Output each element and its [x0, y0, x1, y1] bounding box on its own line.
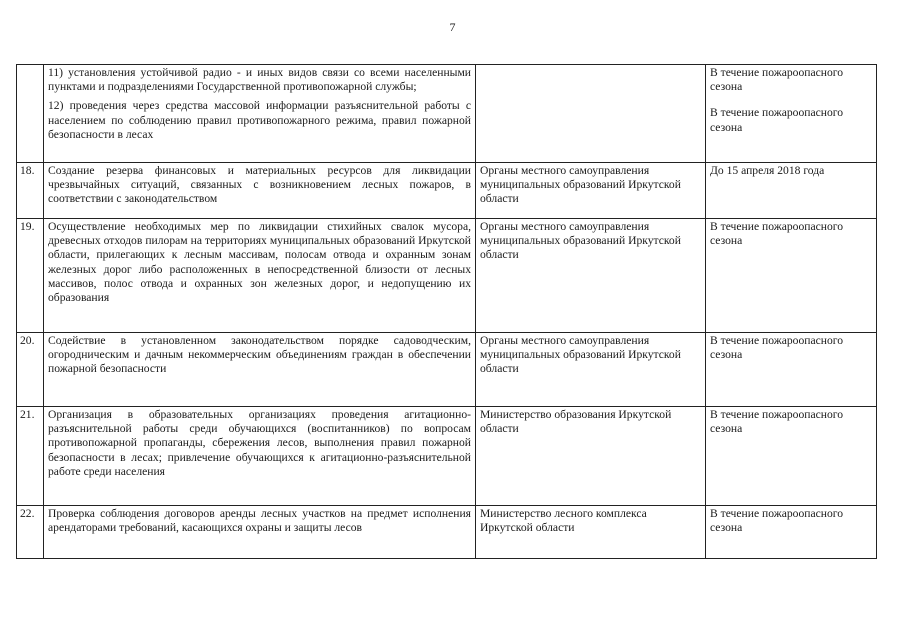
measure-description	[44, 407, 476, 506]
row-number: 19.	[17, 219, 44, 333]
row-number: 20.	[17, 333, 44, 407]
deadline-text: До 15 апреля 2018 года	[710, 164, 825, 177]
measure-paragraph: 11) установления устойчивой радио - и иных видов связи со всеми населенными пунктами и подразделениями Государственной противопожарной службы;	[48, 66, 471, 94]
measure-description	[44, 219, 476, 333]
deadline-text: В течение пожароопасного сезона	[710, 408, 844, 436]
measure-paragraph: Создание резерва финансовых и материальных ресурсов для ликвидации чрезвычайных ситуаций, связанных с возникновением лесных пожаров, в соответствии с законодательством	[48, 164, 471, 206]
measure-paragraph: Осуществление необходимых мер по ликвидации стихийных свалок мусора, древесных отходов пилорам на территориях муниципальных образований Иркутской области, прилегающих к лесным массивам, полосам отвода и охранным зонам железных дорог либо расположенных в непосредственной близости от лесных массивов, полос отвода и охранных зон железных дорог, и недопущению их образования	[48, 220, 471, 305]
row-number: 18.	[17, 163, 44, 219]
responsible-body: Органы местного самоуправления муниципальных образований Иркутской области	[476, 333, 706, 407]
deadline	[706, 407, 877, 506]
deadline-text: В течение пожароопасного сезона	[710, 106, 844, 134]
measure-description	[44, 65, 476, 163]
measure-paragraph: Организация в образовательных организациях проведения агитационно-разъяснительной работы среди обучающихся (воспитанников) по вопросам противопожарной пропаганды, сбережения лесов, выполнения правил пожарной безопасности в лесах; привлечение обучающихся к агитационно-разъяснительной работе среди населения	[48, 408, 471, 478]
row-number: 21.	[17, 407, 44, 506]
responsible-body: Органы местного самоуправления муниципальных образований Иркутской области	[476, 219, 706, 333]
row-number	[17, 65, 44, 163]
table-row	[17, 65, 877, 163]
deadline	[706, 333, 877, 407]
table-row	[17, 407, 877, 506]
deadline-text: В течение пожароопасного сезона	[710, 507, 844, 535]
deadline	[706, 163, 877, 219]
measure-description	[44, 506, 476, 559]
deadline	[706, 65, 877, 163]
table-row	[17, 163, 877, 219]
responsible-body: Министерство лесного комплекса Иркутской области	[476, 506, 706, 559]
measure-paragraph: 12) проведения через средства массовой информации разъяснительной работы с населением по соблюдению правил противопожарного режима, правил пожарной безопасности в лесах	[48, 99, 471, 141]
measure-description	[44, 333, 476, 407]
responsible-body	[476, 65, 706, 163]
measure-description	[44, 163, 476, 219]
table-row	[17, 219, 877, 333]
deadline-text: В течение пожароопасного сезона	[710, 220, 844, 248]
deadline-text: В течение пожароопасного сезона	[710, 334, 844, 362]
deadline	[706, 219, 877, 333]
responsible-body: Органы местного самоуправления муниципальных образований Иркутской области	[476, 163, 706, 219]
page-number: 7	[449, 20, 456, 34]
measures-table	[16, 64, 877, 559]
table-row	[17, 506, 877, 559]
row-number: 22.	[17, 506, 44, 559]
responsible-body: Министерство образования Иркутской области	[476, 407, 706, 506]
deadline-text: В течение пожароопасного сезона	[710, 66, 844, 94]
measure-paragraph: Содействие в установленном законодательством порядке садоводческим, огородническим и дачным некоммерческим объединениям граждан в обеспечении пожарной безопасности	[48, 334, 471, 376]
measure-paragraph: Проверка соблюдения договоров аренды лесных участков на предмет исполнения арендаторами требований, касающихся охраны и защиты лесов	[48, 507, 471, 535]
deadline	[706, 506, 877, 559]
table-row	[17, 333, 877, 407]
